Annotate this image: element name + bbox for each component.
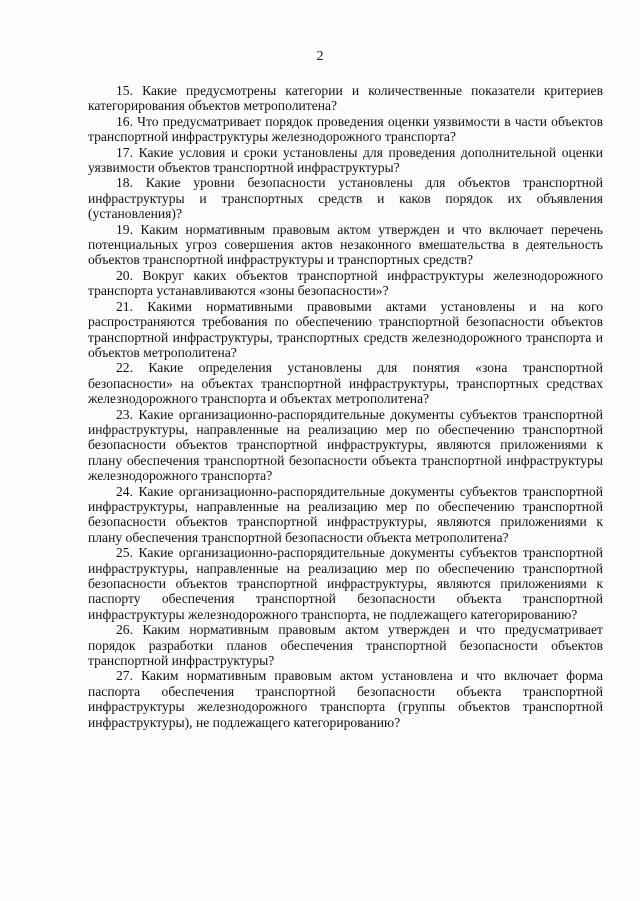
question-item-25: 25. Какие организационно-распорядительные документы субъектов транспортной инфраструктуры, направленные на реализацию мер по обеспечению транспортной безопасности объектов транспортной инфраструктуры, являются приложениями к паспорту обеспечения транспортной безопасности объекта транспортной инфраструктуры железнодорожного транспорта, не подлежащего категорированию? [88,545,603,622]
question-item-22: 22. Какие определения установлены для понятия «зона транспортной безопасности» на объектах транспортной инфраструктуры, транспортных средствах железнодорожного транспорта и объектах метрополитена? [88,360,603,407]
question-item-16: 16. Что предусматривает порядок проведения оценки уязвимости в части объектов транспортной инфраструктуры железнодорожного транспорта? [88,113,603,145]
question-item-26: 26. Каким нормативным правовым актом утвержден и что предусматривает порядок разработки планов обеспечения транспортной безопасности объектов транспортной инфраструктуры? [88,622,603,669]
page-number: 2 [316,49,324,64]
question-list [88,83,603,730]
question-item-15: 15. Какие предусмотрены категории и количественные показатели критериев категорирования объектов метрополитена? [88,83,603,114]
question-item-27: 27. Каким нормативным правовым актом установлена и что включает форма паспорта обеспечения транспортной безопасности объекта транспортной инфраструктуры железнодорожного транспорта (группы объектов транспортной инфраструктуры), не подлежащего категорированию? [88,668,603,730]
question-item-24: 24. Какие организационно-распорядительные документы субъектов транспортной инфраструктуры, направленные на реализацию мер по обеспечению транспортной безопасности объектов транспортной инфраструктуры, являются приложениями к плану обеспечения транспортной безопасности объекта метрополитена? [88,483,603,545]
question-item-19: 19. Каким нормативным правовым актом утвержден и что включает перечень потенциальных угроз совершения актов незаконного вмешательства в деятельность объектов транспортной инфраструктуры и транспортных средств? [88,221,603,268]
question-item-18: 18. Какие уровни безопасности установлены для объектов транспортной инфраструктуры и транспортных средств и каков порядок их объявления (установления)? [88,175,603,222]
question-item-21: 21. Какими нормативными правовыми актами установлены и на кого распространяются требования по обеспечению транспортной безопасности объектов транспортной инфраструктуры, транспортных средств железнодорожного транспорта и объектов метрополитена? [88,298,603,360]
question-item-20: 20. Вокруг каких объектов транспортной инфраструктуры железнодорожного транспорта устанавливаются «зоны безопасности»? [88,267,603,299]
question-item-17: 17. Какие условия и сроки установлены для проведения дополнительной оценки уязвимости объектов транспортной инфраструктуры? [88,144,603,176]
question-item-23: 23. Какие организационно-распорядительные документы субъектов транспортной инфраструктуры, направленные на реализацию мер по обеспечению транспортной безопасности объектов транспортной инфраструктуры, являются приложениями к плану обеспечения транспортной безопасности объекта транспортной инфраструктуры железнодорожного транспорта? [88,406,603,484]
